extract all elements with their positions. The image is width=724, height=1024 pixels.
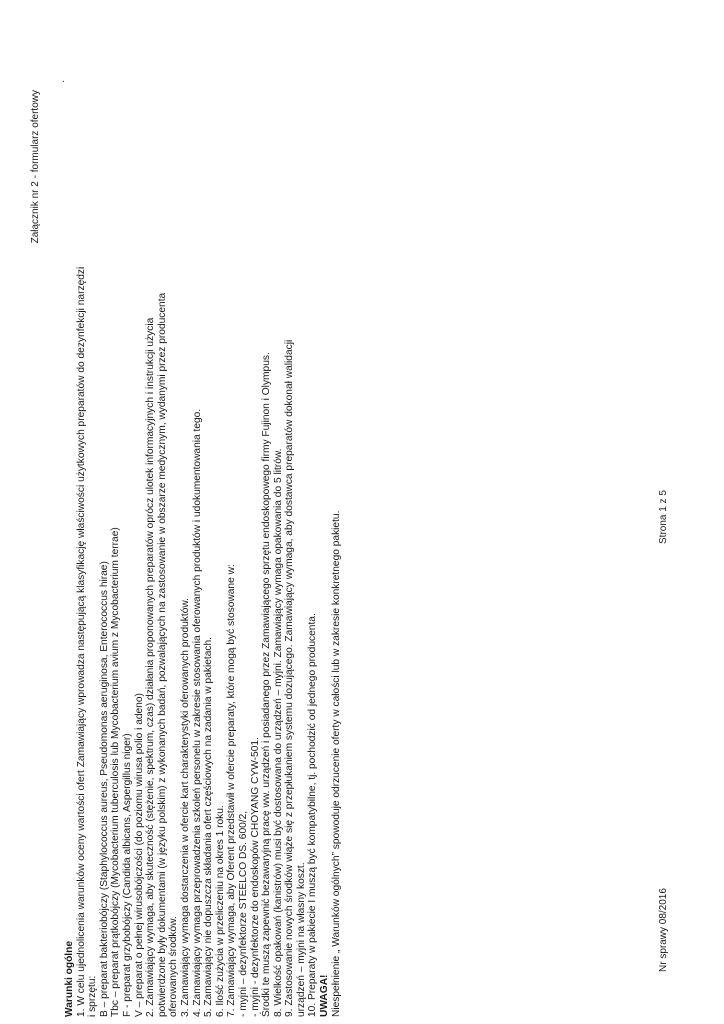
warning-title: UWAGA! — [319, 974, 331, 1017]
condition-line: urządzeń – myjni na własny koszt. — [295, 862, 307, 1017]
attachment-label: Załącznik nr 2 - formularz ofertowy — [30, 90, 41, 244]
condition-line: B – preparat bakteriobójczy (Staphylococcus aureus, Pseudomonas aeruginosa, Enterococcus hirae) — [98, 561, 110, 1017]
condition-line: 8. Wielkość opakowań (kanistrów) musi być dostosowana do urządzeń – myjni. Zamawiający wymaga opakowania do 5 litrów. — [272, 448, 284, 1017]
condition-line: - myjni – dezynfektorze STEELCO DS. 600/2, — [237, 810, 249, 1017]
condition-line: 5. Zamawiający nie dopuszcza składania ofert częściowych na zadania w pakietach. — [203, 637, 215, 1017]
condition-line: 9. Zastosowanie nowych środków wiąże się z przepłukaniem systemu dozującego. Zamawiający wymaga, aby dostawca preparatów dokonał walidacji — [284, 339, 296, 1017]
section-title: Warunki ogólne — [64, 940, 75, 1017]
general-conditions-section — [64, 57, 342, 1017]
condition-line: V – preparat o pełnej wirusobójczości (do poziomu wirusa polio i adeno) — [133, 693, 145, 1017]
condition-line: 7. Zamawiający wymaga, aby Oferent przedstawił w ofercie preparaty, które mogą być stosowane w: — [226, 564, 238, 1017]
condition-line: 3. Zamawiający wymaga dostarczenia w ofercie kart charakterystyki oferowanych produktów. — [179, 598, 191, 1017]
condition-line: potwierdzone były dokumentami (w języku polskim) z wykonanych badań, pozwalających na zastosowanie w obszarze medycznym, wydanymi przez producenta — [156, 292, 168, 1017]
condition-line: oferowanych środków. — [168, 916, 180, 1017]
page-number: Strona 1 z 5 — [658, 490, 669, 544]
condition-line: i sprzętu: — [87, 975, 99, 1017]
condition-line: 1. W celu ujednolicenia warunków oceny wartości ofert Zamawiający wprowadza następującą klasyfikację właściwości użytkowych preparatów do dezynfekcji narzędzi — [75, 266, 87, 1017]
condition-line: - myjni - dezynfektorze do endoskopów CHOYANG CYW-501. — [249, 737, 261, 1017]
condition-line: F - preparat grzybobójczy (Candida albicans, Aspergillus niger) — [121, 733, 133, 1017]
condition-line: Środki te muszą zapewnić bezawaryjną pracę ww. urządzeń i posiadanego przez Zamawiającego sprzętu endoskopowego firmy Fujinon i Olympus. — [261, 352, 273, 1017]
warning-text: Niespełnienie „ Warunków ogólnych” spowoduje odrzucenie oferty w całości lub w zakresie konkretnego pakietu. — [330, 510, 342, 1017]
condition-line: 10. Preparaty w pakiecie I muszą być kompatybilne, tj. pochodzić od jednego producenta. — [307, 613, 319, 1017]
condition-line: 6. Ilość zużycia w przeliczeniu na okres 1 roku. — [214, 805, 226, 1017]
condition-line: 2. Zamawiający wymaga, aby skuteczność (stężenie, spektrum, czas) działania proponowanych preparatów oprócz ulotek informacyjnych i instrukcji użycia — [145, 317, 157, 1017]
condition-line: Tbc – preparat prątkobójczy (Mycobacterium tuberculosis lub Mycobacterium avium z Mycobacterium terrae) — [110, 527, 122, 1017]
case-number: Nr sprawy 08/2016 — [658, 888, 669, 972]
page-mark: . — [56, 80, 67, 83]
condition-line: 4. Zamawiający wymaga przeprowadzenia szkoleń personelu w zakresie stosowania oferowanych produktów i udokumentowania tego. — [191, 408, 203, 1017]
